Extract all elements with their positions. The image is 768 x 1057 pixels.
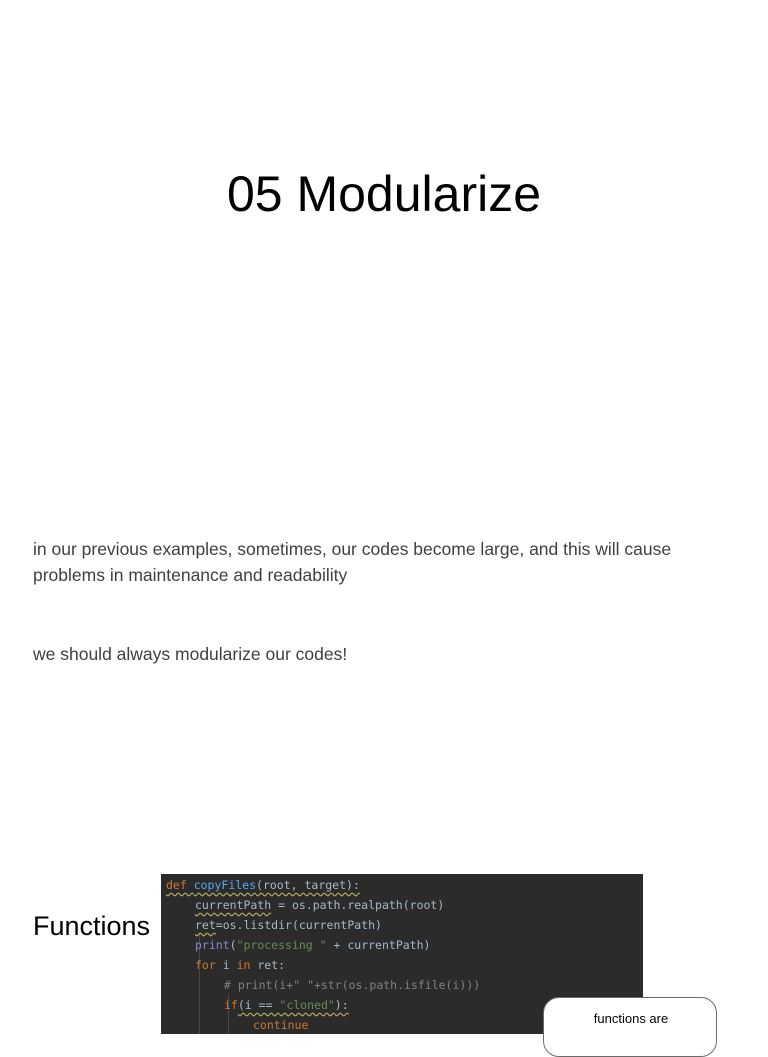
code-line-1 xyxy=(166,875,360,895)
code-line-8 xyxy=(253,1015,308,1034)
code-function-name: copyFiles xyxy=(193,878,257,892)
code-line-3 xyxy=(195,915,382,935)
code-variable: currentPath xyxy=(195,898,272,912)
code-comment: # print(i+" "+str(os.path.isfile(i))) xyxy=(224,978,481,992)
code-text: = os.path.realpath(root) xyxy=(271,898,445,912)
code-text: =os.listdir(currentPath) xyxy=(215,918,382,932)
slide-title: 05 Modularize xyxy=(226,166,542,222)
code-keyword: in xyxy=(236,958,258,972)
code-keyword: def xyxy=(166,878,194,892)
code-text: + currentPath) xyxy=(326,938,431,952)
section-label-functions: Functions xyxy=(33,911,151,941)
speech-bubble-callout xyxy=(543,997,717,1057)
code-text: ): xyxy=(334,998,349,1012)
code-variable: ret xyxy=(195,918,216,932)
code-text: ret: xyxy=(257,958,286,972)
code-keyword: for xyxy=(195,958,223,972)
code-line-4 xyxy=(195,935,430,955)
code-text: (root, target): xyxy=(256,878,360,892)
code-builtin: print xyxy=(195,938,230,952)
code-text: ( xyxy=(229,938,237,952)
intro-paragraph: in our previous examples, sometimes, our codes become large, and this will cause problems in maintenance and readability xyxy=(33,539,672,585)
code-keyword: if xyxy=(224,998,238,1012)
code-string: "cloned" xyxy=(279,998,335,1012)
code-line-6 xyxy=(224,975,480,995)
code-line-7 xyxy=(224,995,349,1015)
code-line-2 xyxy=(195,895,444,915)
advice-paragraph: we should always modularize our codes! xyxy=(33,644,348,664)
code-string: "processing " xyxy=(236,938,327,952)
callout-text: functions are xyxy=(593,1011,669,1026)
code-text: (i == xyxy=(237,998,280,1012)
code-keyword: continue xyxy=(253,1018,309,1032)
code-text: i xyxy=(222,958,237,972)
code-line-5 xyxy=(195,955,285,975)
title-container xyxy=(0,164,768,224)
